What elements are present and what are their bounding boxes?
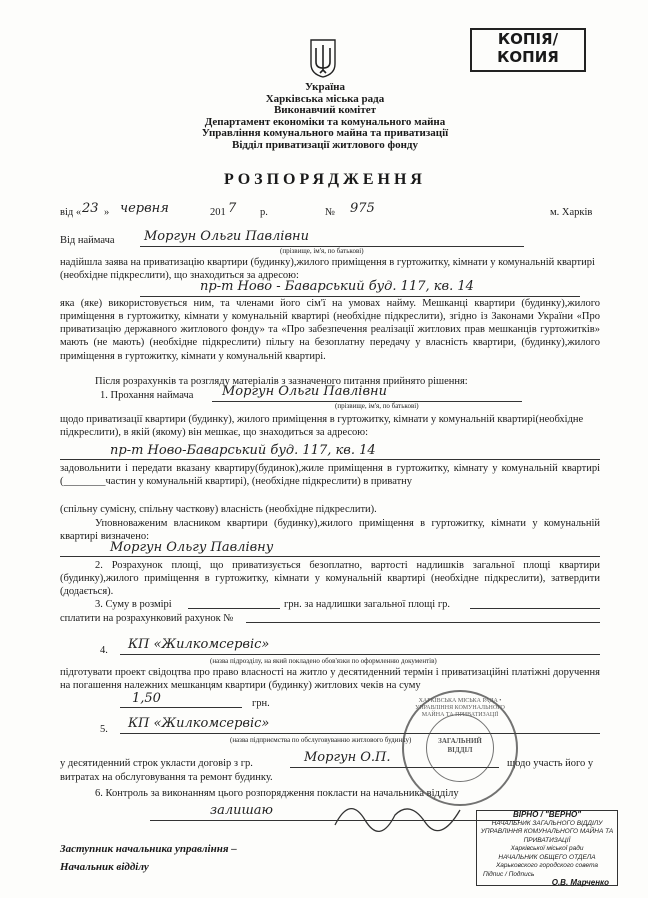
tenant-name: Моргун Ольги Павлівни: [140, 229, 524, 247]
true-copy-stamp: [476, 810, 618, 886]
signature-icon: [330, 790, 480, 840]
paragraph-privatization: щодо приватизації квартири (будинку), жилого приміщення в гуртожитку, кімнати у комунальній квартирі(необхідне підкреслити), в якій (якому) він мешкає, що знаходиться за адресою:: [60, 414, 584, 439]
address-1: пр-т Ново - Баварський буд. 117, кв. 14: [140, 279, 580, 297]
department: Департамент економіки та комунального майна: [204, 115, 446, 128]
date-day: 23: [82, 201, 99, 216]
city: м. Харків: [550, 207, 593, 218]
item-5-servicer: КП «Жилкомсервіс»: [120, 716, 600, 734]
seal-outer-text: ХАРКІВСЬКА МІСЬКА РАДА • УПРАВЛІННЯ КОМУНАЛЬНОГО МАЙНА ТА ПРИВАТИЗАЦІЇ: [415, 698, 505, 718]
item-5-hint: (назва підприємства по обслуговуванню житлового будинку): [230, 736, 412, 744]
item-4-executor: КП «Жилкомсервіс»: [120, 637, 600, 655]
item-5-contract-person: Моргун О.П.: [290, 750, 499, 768]
sum-value: 1,50: [120, 691, 242, 708]
item-4-hint: (назва підрозділу, на який покладено обов'язки по оформленню документів): [210, 657, 437, 665]
document-title: РОЗПОРЯДЖЕННЯ: [224, 171, 426, 188]
item-4-number: 4.: [100, 645, 108, 656]
from-tenant-label: Від наймача: [60, 235, 115, 246]
paragraph-ownership: (спільну сумісну, спільну часткову) власність (необхідне підкреслити).: [60, 504, 377, 515]
item-6: 6. Контроль за виконанням цього розпорядження покласти на начальника відділу: [95, 788, 459, 799]
paragraph-transfer: задовольнити і передати вказану квартиру(будинок),жиле приміщення в гуртожитку, кімнату у комунальній квартирі (________частин у комунальній квартирі), (необхідне підкреслити) в приватну: [60, 463, 600, 488]
true-copy-l6: Харьковского городского совета: [495, 862, 599, 869]
date-year-prefix: 201: [210, 207, 226, 218]
order-number-label: №: [325, 207, 336, 218]
council: Харківська міська рада: [265, 92, 385, 105]
item-5-text-b: щодо участь його у: [507, 758, 594, 769]
directorate: Управління комунального майна та приватизації: [201, 127, 449, 139]
trident-icon: [309, 38, 337, 78]
item-3-person-blank: [470, 608, 600, 609]
sum-unit: грн.: [252, 698, 270, 709]
division: Відділ приватизації житлового фонду: [231, 138, 418, 151]
control-note: залишаю: [150, 803, 520, 821]
true-copy-l4: Харківської міської ради: [510, 845, 584, 852]
paragraph-application: надійшла заява на приватизацію квартири (будинку),жилого приміщення в гуртожитку, кімнати у комунальній квартирі (необхідне підкреслити), що знаходиться за адресою:: [60, 257, 595, 282]
copy-stamp: [470, 28, 586, 72]
order-number: 975: [350, 201, 375, 216]
item-3-sum-blank: [188, 608, 280, 609]
true-copy-l8: О.В. Марченко: [551, 878, 609, 887]
item-3-label: 3. Суму в розмірі: [95, 599, 172, 610]
signatory-title-1: Заступник начальника управління –: [60, 843, 237, 855]
item-1-hint: (прізвище, ім'я, по батькові): [335, 402, 419, 410]
official-seal: [402, 690, 518, 806]
item-3-line2: сплатити на розрахунковий рахунок №: [60, 613, 234, 624]
paragraph-decision: Після розрахунків та розгляду матеріалів з зазначеного питання прийнято рішення:: [95, 376, 468, 387]
date-year-suffix: р.: [260, 207, 268, 218]
copy-stamp-line2: КОПИЯ: [497, 48, 559, 66]
date-prefix: від «: [60, 207, 82, 218]
true-copy-l1: ВІРНО / "ВЕРНО": [512, 810, 582, 819]
true-copy-l5: НАЧАЛЬНИК ОБЩЕГО ОТДЕЛА: [498, 853, 596, 861]
true-copy-l3: УПРАВЛІННЯ КОМУНАЛЬНОГО МАЙНА ТА ПРИВАТИЗАЦІЇ: [480, 828, 614, 844]
signatory-title-2: Начальник відділу: [60, 861, 149, 873]
date-month: червня: [120, 201, 169, 216]
committee: Виконавчий комітет: [273, 104, 377, 116]
true-copy-l7: Підпис / Подпись: [483, 870, 535, 878]
seal-inner-ring: [426, 714, 494, 782]
item-1-name: Моргун Ольги Павлівни: [212, 384, 522, 402]
item-5-number: 5.: [100, 724, 108, 735]
letterhead: [180, 82, 470, 151]
item-3-mid: грн. за надлишки загальної площі гр.: [284, 599, 450, 610]
item-5-text-a: у десятиденний строк укласти договір з гр.: [60, 758, 253, 769]
address-2: пр-т Ново-Баварський буд. 117, кв. 14: [60, 443, 600, 460]
item-1-label: 1. Прохання наймача: [100, 390, 194, 401]
true-copy-l2: НАЧАЛЬНИК ЗАГАЛЬНОГО ВІДДІЛУ: [491, 819, 603, 827]
paragraph-certificate: підготувати проект свідоцтва про право власності на житло у десятиденний термін і приватизаційні платіжні доручення на погашення належних мешканцям квартири (будинку) житлових чеків на суму: [60, 667, 600, 692]
country: Україна: [304, 81, 346, 93]
item-2: 2. Розрахунок площі, що приватизується безоплатно, вартості надлишків загальної площі квартири (будинку),жилого приміщення в гуртожитку, кімнати у комунальній квартирі (необхідне підкреслити), затвердити (додається).: [60, 560, 600, 598]
date-mid: »: [104, 207, 110, 218]
item-5-text-c: витратах на обслуговування та ремонт будинку.: [60, 772, 273, 783]
copy-stamp-line1: КОПІЯ/: [497, 30, 559, 48]
seal-inner-text: ЗАГАЛЬНИЙ ВІДДІЛ: [438, 737, 482, 754]
paragraph-usage: яка (яке) використовується ним, та членами його сім'ї на умовах найму. Мешканці квартири (будинку),жилого приміщення в гуртожитку, кімнати у комунальній квартирі (необхідне підкреслити), згідно із Законами України «Про приватизацію державного житлового фонду» та «Про забезпечення реалізації житлових прав мешканців гуртожитків» мають (не мають) (необхідне підкреслити) пільгу на безоплатну передачу у власність квартири, (будинку),жилого приміщення в гуртожитку, кімнати у комунальній квартирі.: [60, 298, 600, 362]
tenant-name-hint: (прізвище, ім'я, по батькові): [280, 247, 364, 255]
date-year-digit: 7: [228, 201, 237, 216]
owner-name: Моргун Ольгу Павлівну: [60, 540, 600, 557]
paragraph-authorized: Уповноваженим власником квартири (будинку),жилого приміщення в гуртожитку, кімнати у комунальній квартирі визначено:: [60, 518, 600, 543]
item-3-account-blank: [246, 622, 600, 623]
date-line: [60, 203, 600, 219]
